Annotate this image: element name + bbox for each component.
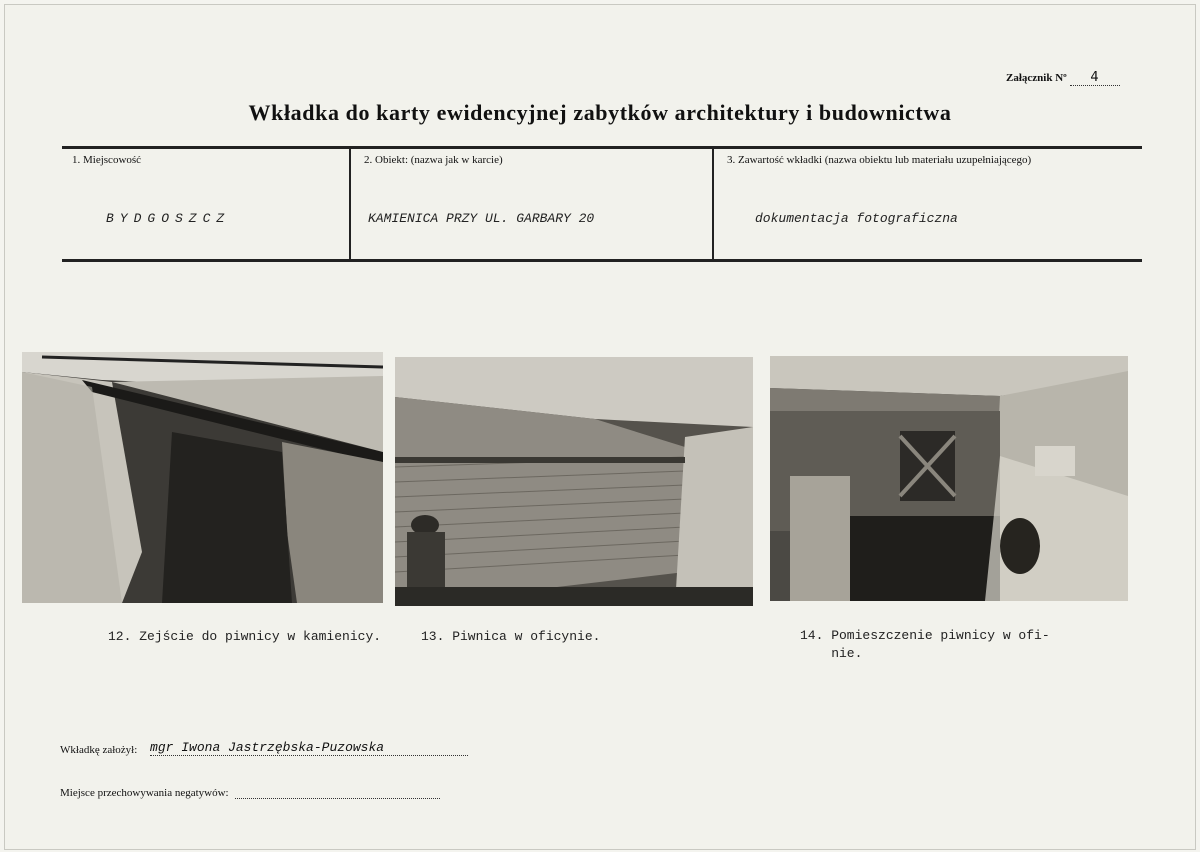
founded-by-row [60, 740, 468, 756]
locality-value: BYDGOSZCZ [106, 211, 231, 226]
annex-number [1006, 70, 1120, 86]
photo-caption-13: 13. Piwnica w oficynie. [421, 629, 601, 644]
negatives-location-label: Miejsce przechowywania negatywów: [60, 787, 229, 799]
photo-cellar-room [770, 356, 1128, 601]
negatives-location-row [60, 786, 440, 799]
negatives-location-value [235, 786, 440, 799]
founded-by-label: Wkładkę założył: [60, 744, 138, 756]
photo-caption-14: 14. Pomieszczenie piwnicy w ofi- nie. [800, 628, 1050, 661]
locality-label: 1. Miejscowość [72, 154, 142, 166]
photo-caption-12: 12. Zejście do piwnicy w kamienicy. [108, 629, 382, 644]
annex-label: Załącznik Nº [1006, 72, 1067, 84]
founded-by-value: mgr Iwona Jastrzębska-Puzowska [150, 740, 468, 756]
contents-value: dokumentacja fotograficzna [755, 211, 958, 226]
contents-label: 3. Zawartość wkładki (nazwa obiektu lub materiału uzupełniającego) [727, 154, 1032, 166]
header-bottom-rule [62, 259, 1142, 262]
annex-number-value: 4 [1070, 70, 1120, 86]
photo-cellar-descent [22, 352, 383, 603]
page-title: Wkładka do karty ewidencyjnej zabytków architektury i budownictwa [248, 100, 952, 125]
column-divider [712, 148, 714, 259]
object-label: 2. Obiekt: (nazwa jak w karcie) [364, 154, 503, 166]
photo-annex-cellar [395, 357, 753, 606]
header-top-rule [62, 146, 1142, 149]
column-divider [349, 148, 351, 259]
object-value: KAMIENICA PRZY UL. GARBARY 20 [368, 211, 595, 226]
